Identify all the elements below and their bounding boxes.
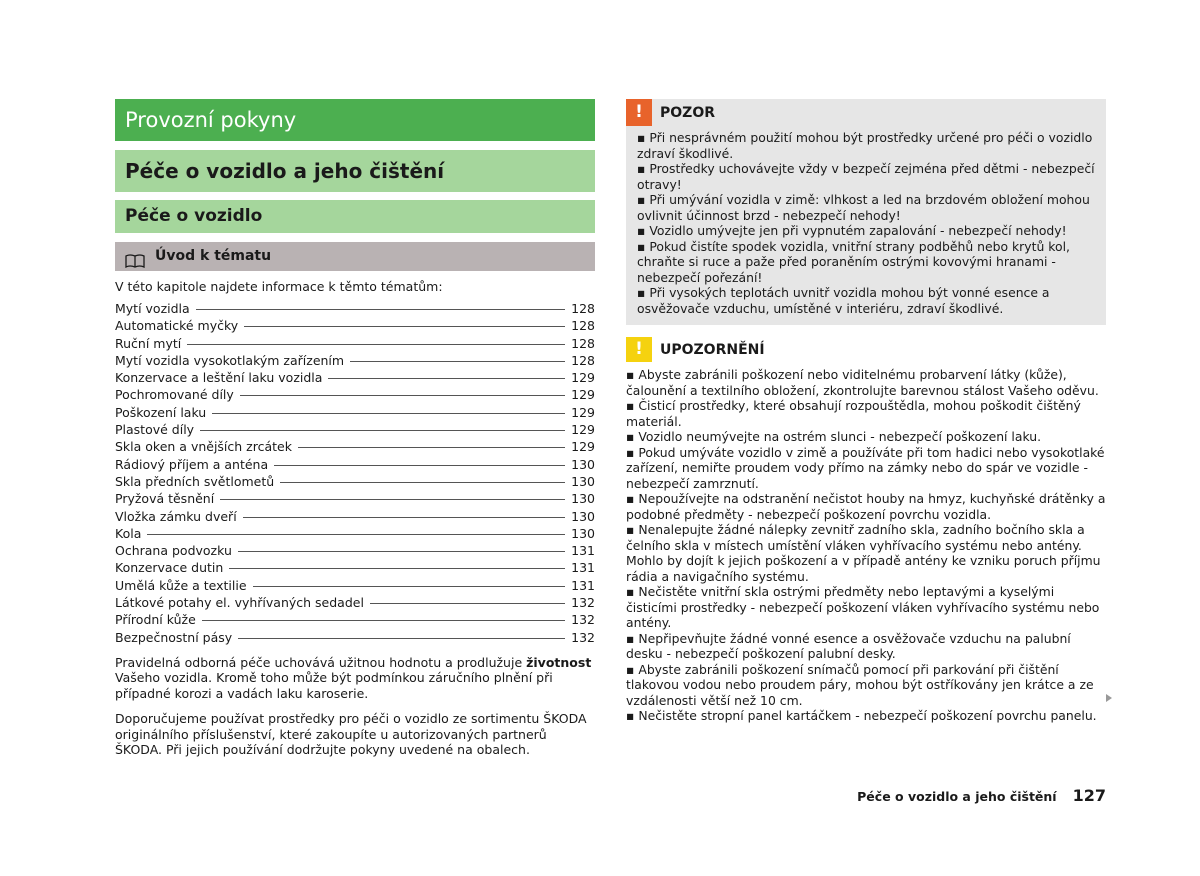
left-column [115,99,595,758]
notice-list [626,367,1106,724]
toc-page-number: 130 [571,473,595,489]
toc-page-number: 132 [571,595,595,611]
notice-item-text: Nepřipevňujte žádné vonné esence a osvěžovače vzduchu na palubní desku - nebezpečí poškození palubní desky. [626,630,1071,661]
toc-page-number: 128 [571,301,595,316]
toc-row[interactable] [115,526,595,543]
paragraph-value-text: Pravidelná odborná péče uchovává užitnou hodnotu a prodlužuje [115,654,527,670]
warning-item-text: Při vysokých teplotách uvnitř vozidla mohou být vonné esence a osvěžovače vzduchu, umístěné v interiéru, zdraví škodlivé. [637,285,1050,316]
warning-box [626,99,1106,325]
warning-item [637,285,1096,316]
toc-label: Plastové díly [115,422,195,438]
toc-label: Vložka zámku dveří [115,508,237,524]
notice-item [626,445,1106,492]
toc-label: Automatické myčky [115,318,239,334]
toc-label: Umělá kůže a textilie [115,577,247,593]
toc-row[interactable] [115,509,595,526]
notice-item [626,367,1106,398]
bullet-icon: ▪ [637,223,650,238]
toc-label: Ruční mytí [115,335,182,351]
toc-label: Mytí vozidla [115,301,190,316]
toc-page-number: 130 [571,456,595,472]
toc-leader-line [200,430,565,431]
toc-label: Pochromované díly [115,387,234,403]
toc-row[interactable] [115,336,595,353]
toc-leader-line [298,447,565,448]
toc-page-number: 128 [571,318,595,334]
subchapter-heading: Péče o vozidlo [115,200,595,233]
toc-row[interactable] [115,457,595,474]
notice-item-text: Abyste zabránili poškození nebo viditelnému probarvení látky (kůže), čalounění a textilního obložení, zkontrolujte barevnou stálost Vašeho oděvu. [626,367,1099,398]
toc-leader-line [350,361,565,362]
toc-leader-line [202,620,565,621]
toc-label: Pryžová těsnění [115,491,215,507]
toc-page-number: 129 [571,404,595,420]
bullet-icon: ▪ [626,630,639,646]
toc-row[interactable] [115,318,595,335]
toc-page-number: 129 [571,439,595,455]
topic-intro-heading [115,242,595,271]
bullet-icon: ▪ [626,584,639,599]
toc-label: Bezpečnostní pásy [115,629,233,645]
bullet-icon: ▪ [626,444,639,460]
warning-item [637,239,1096,286]
warning-item-text: Při nesprávném použití mohou být prostředky určené pro péči o vozidlo zdraví škodlivé. [637,130,1093,161]
warning-item-text: Vozidlo umývejte jen při vypnutém zapalování - nebezpečí nehody! [649,223,1067,238]
notice-item [626,584,1106,631]
bullet-icon: ▪ [637,285,650,300]
toc-page-number: 129 [571,387,595,403]
table-of-contents [115,301,595,647]
bullet-icon: ▪ [626,708,639,723]
toc-leader-line [238,638,565,639]
paragraph-value-bold: životnost [526,654,592,670]
page-footer [857,786,1106,805]
toc-leader-line [328,378,565,379]
notice-icon: ! [626,337,652,362]
toc-page-number: 128 [571,352,595,368]
toc-page-number: 132 [571,612,595,628]
toc-label: Látkové potahy el. vyhřívaných sedadel [115,595,364,611]
notice-item-text: Čisticí prostředky, které obsahují rozpouštědla, mohou poškodit čištěný materiál. [626,398,1081,429]
toc-row[interactable] [115,439,595,456]
toc-row[interactable] [115,578,595,595]
warning-item-text: Při umývání vozidla v zimě: vlhkost a led na brzdovém obložení mohou ovlivnit účinnost brzd - nebezpečí nehody! [637,192,1090,223]
toc-label: Kola [115,525,142,541]
toc-leader-line [240,395,565,396]
toc-leader-line [187,344,565,345]
toc-row[interactable] [115,301,595,318]
bullet-icon: ▪ [637,238,650,254]
toc-row[interactable] [115,630,595,647]
toc-row[interactable] [115,405,595,422]
notice-item [626,429,1106,445]
toc-label: Přírodní kůže [115,612,196,628]
toc-label: Skla předních světlometů [115,473,275,489]
toc-row[interactable] [115,370,595,387]
notice-item [626,662,1106,709]
toc-row[interactable] [115,353,595,370]
notice-item [626,631,1106,662]
paragraph-recommendation: Doporučujeme používat prostředky pro péči o vozidlo ze sortimentu ŠKODA originálního příslušenství, které zakoupíte u autorizovaných partnerů ŠKODA. Při jejich používání dodržujte pokyny uvedené na obalech. [115,711,587,758]
bullet-icon: ▪ [626,661,639,677]
toc-page-number: 130 [571,491,595,507]
bullet-icon: ▪ [637,192,650,207]
toc-leader-line [196,309,565,310]
toc-leader-line [238,551,565,552]
toc-label: Skla oken a vnějších zrcátek [115,439,292,455]
toc-row[interactable] [115,422,595,439]
toc-leader-line [274,465,565,466]
toc-leader-line [280,482,565,483]
warning-item [637,192,1096,223]
toc-page-number: 131 [571,577,595,593]
warning-icon: ! [626,99,652,126]
toc-page-number: 130 [571,525,595,541]
bullet-icon: ▪ [626,429,639,444]
toc-leader-line [243,517,565,518]
toc-leader-line [229,568,565,569]
notice-item-text: Nečistěte stropní panel kartáčkem - nebezpečí poškození povrchu panelu. [638,708,1097,723]
toc-leader-line [253,586,566,587]
warning-header [626,99,1096,126]
toc-leader-line [244,326,565,327]
bullet-icon: ▪ [626,367,639,382]
bullet-icon: ▪ [626,398,639,413]
notice-item [626,398,1106,429]
toc-label: Konzervace a leštění laku vozidla [115,370,323,386]
toc-row[interactable] [115,595,595,612]
toc-page-number: 132 [571,629,595,645]
section-heading-provozni-pokyny: Provozní pokyny [115,99,595,141]
toc-leader-line [147,534,565,535]
notice-item-text: Nečistěte vnitřní skla ostrými předměty nebo leptavými a kyselými čisticími prostředky - nebezpečí poškození vláken vyhřívacího systému nebo antény. [626,584,1100,630]
toc-label: Poškození laku [115,404,207,420]
warning-list [626,130,1096,316]
toc-leader-line [220,499,565,500]
toc-page-number: 128 [571,335,595,351]
toc-leader-line [212,413,565,414]
notice-item-text: Nenalepujte žádné nálepky zevnitř zadního skla, zadního bočního skla a čelního skla v místech umístění vláken vyhřívacího systému nebo antény. Mohlo by dojít k jejich poškození a v případě antény ke vzniku poruch příjmu rádia a navigačního systému. [626,522,1101,584]
chapter-heading: Péče o vozidlo a jeho čištění [115,150,595,192]
notice-item [626,708,1106,724]
bullet-icon: ▪ [637,161,650,176]
bullet-icon: ▪ [626,522,639,537]
toc-row[interactable] [115,560,595,577]
toc-row[interactable] [115,612,595,629]
continue-arrow-icon [1106,694,1112,702]
toc-page-number: 130 [571,508,595,524]
bullet-icon: ▪ [637,130,650,145]
paragraph-value-text-2: Vašeho vozidla. Kromě toho může být podmínkou záručního plnění při případné korozi a vadách laku karoserie. [115,670,553,701]
toc-label: Ochrana podvozku [115,543,232,559]
warning-item [637,130,1096,161]
notice-title: UPOZORNĚNÍ [660,341,765,358]
toc-page-number: 129 [571,370,595,386]
notice-header [626,337,1106,362]
toc-label: Rádiový příjem a anténa [115,456,269,472]
notice-item-text: Abyste zabránili poškození snímačů pomocí při parkování při čištění tlakovou vodou nebo proudem páry, mohou být ostříkovány jen krátce a ze vzdálenosti větší než 10 cm. [626,661,1094,708]
page-number: 127 [1072,786,1106,805]
toc-page-number: 129 [571,422,595,438]
warning-item-text: Pokud čistíte spodek vozidla, vnitřní strany podběhů nebo krytů kol, chraňte si ruce a paže před poraněním ostrými kovovými hranami - nebezpečí pořezání! [637,238,1070,285]
notice-item-text: Nepoužívejte na odstranění nečistot houby na hmyz, kuchyňské drátěnky a podobné předměty - nebezpečí poškození povrchu vozidla. [626,491,1106,522]
book-icon [125,250,145,264]
intro-text: V této kapitole najdete informace k těmto tématům: [115,279,443,294]
toc-row[interactable] [115,491,595,508]
toc-page-number: 131 [571,560,595,576]
warning-item [637,223,1096,239]
toc-row[interactable] [115,543,595,560]
toc-label: Konzervace dutin [115,560,224,576]
notice-item-text: Pokud umýváte vozidlo v zimě a používáte při tom hadici nebo vysokotlaké zařízení, nemiřte proudem vody přímo na zámky nebo do spár ve vozidle - nebezpečí zamrznutí. [626,444,1105,491]
notice-item [626,522,1106,584]
toc-row[interactable] [115,387,595,404]
toc-row[interactable] [115,474,595,491]
warning-item-text: Prostředky uchovávejte vždy v bezpečí zejména před dětmi - nebezpečí otravy! [637,161,1095,192]
toc-page-number: 131 [571,543,595,559]
paragraph-value [115,655,595,702]
right-column [626,99,1106,724]
notice-item-text: Vozidlo neumývejte na ostrém slunci - nebezpečí poškození laku. [638,429,1042,444]
topic-intro-label: Úvod k tématu [155,248,272,264]
notice-item [626,491,1106,522]
toc-leader-line [370,603,565,604]
footer-chapter-label: Péče o vozidlo a jeho čištění [857,789,1057,804]
toc-label: Mytí vozidla vysokotlakým zařízením [115,352,345,368]
warning-item [637,161,1096,192]
bullet-icon: ▪ [626,491,639,506]
warning-title: POZOR [660,104,715,121]
